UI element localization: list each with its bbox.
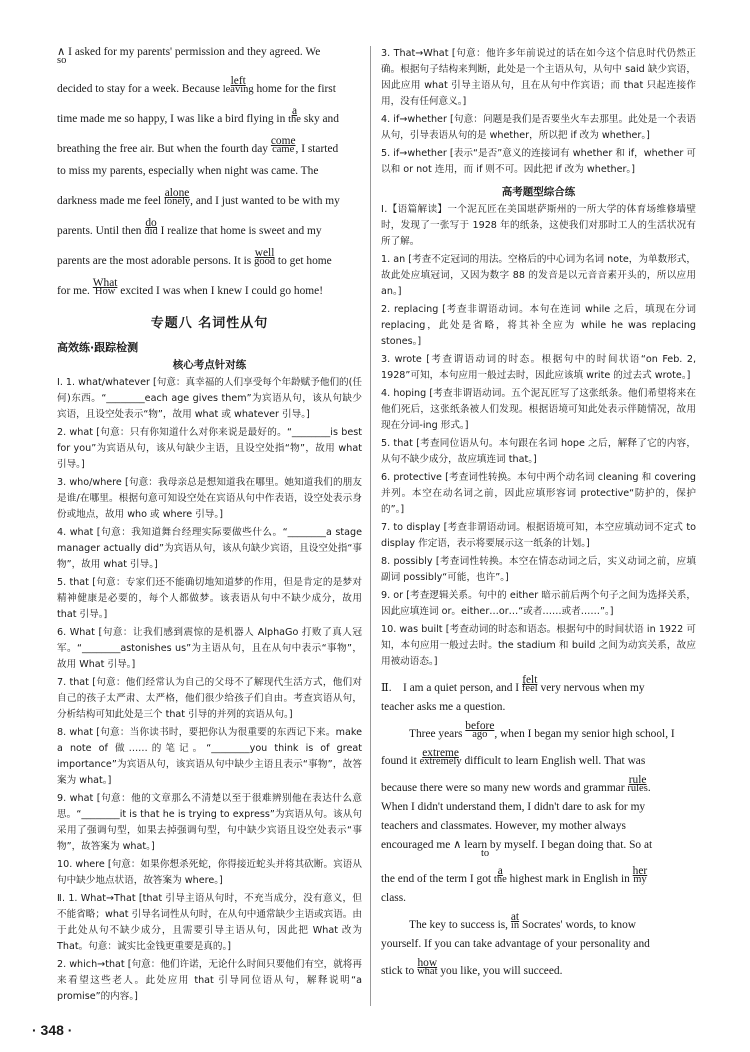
essay-text: yourself. If you can take advantage of your personality and [381,938,650,950]
top-margin [0,0,750,40]
essay-text: teachers and classmates. However, my mother always [381,820,626,832]
page-number: · 348 · [32,1022,73,1038]
error-word: felt [522,674,538,686]
essay-text: breathing the free air. But when the fourth day [57,143,271,155]
essay-text: The key to success is, [409,919,511,931]
essay-text: I realize that home is sweet and my [157,225,322,237]
correction: lonely [163,196,191,207]
essay-text: the end of the term I got [381,873,494,885]
essay-text: parents are the most adorable persons. It is [57,255,255,267]
correction: so [57,55,67,66]
error-word: well [254,247,275,259]
answer-item: 5. that [考查同位语从句。本句跟在名词 hope 之后，解释了它的内容，从句不缺少成分，故应填连词 that。] [381,438,696,465]
essay-line [57,75,362,96]
essay-text: sky and [300,113,339,125]
error-word: alone [164,187,190,199]
essay-text: because there were so many new words and grammar [381,782,628,794]
essay-text: difficult to learn English well. That was [461,755,646,767]
essay-text: darkness made me feel [57,195,164,207]
essay-text: stick to [381,965,418,977]
essay-text: time made me so happy, I was like a bird flying in [57,113,289,125]
correction: leaving [222,84,254,95]
correction: feel [521,683,538,694]
essay-line [381,911,696,932]
essay-text: found it [381,755,420,767]
essay-line [57,187,362,208]
essay-text: , when I began my senior high school, I [494,728,675,740]
answer-item: 7. that [句意：他们经常认为自己的父母不了解现代生活方式，他们对自己的孩子太严肃、太严格，他们很少给孩子们自由。考查宾语从句，分析结构可知此处是三个 that 引导的并列的宾语从句。] [57,677,362,720]
essay-line [381,720,696,741]
answer-item: Ⅰ. 1. what/whatever [句意：真幸福的人们享受每个年龄赋予他们的(任何)东西。“________each age gives them”为宾语从句，该从句缺少宾语，且设空处表示“物”，故用 what 或 whatever 引导。] [57,377,362,420]
answer-item: 8. what [句意：当你读书时，要把你认为很重要的东西记下来。make a note of 做……的笔记。“________you think is of great importance”为宾语从句，该宾语从句中缺少主语且表示“事物”，故答案为 what。] [57,727,362,786]
essay-text: When I didn't understand them, I didn't dare to ask for my [381,801,646,813]
error-word: a [292,105,298,117]
error-word: come [270,135,296,147]
essay-text: class. [381,892,406,904]
answer-item: 9. or [考查逻辑关系。句中的 either 暗示前后两个句子之间为选择关系，因此应填连词 or。either…or…“或者……或者……”。] [381,590,696,617]
right-column [381,46,696,984]
error-word: how [417,957,438,969]
error-word: left [230,75,246,87]
essay-text: excited I was when I knew I could go home! [117,285,324,297]
correction: ago [472,729,488,740]
correction: the [493,874,507,885]
answer-item: 4. hoping [考查非谓语动词。五个泥瓦匠写了这张纸条。他们希望将来在他们死后，这张纸条被人们发现。根据语境可知此处表示伴随情况，故用现在分词-ing 形式。] [381,388,696,431]
essay-text: you like, you will succeed. [437,965,563,977]
essay-text: very nervous when my [537,682,645,694]
correction: my [633,874,647,885]
essay-line [381,839,696,859]
core-title: 核心考点针对练 [172,359,247,371]
grammar-intro: Ⅰ.【语篇解读】一个泥瓦匠在美国堪萨斯州的一所大学的体育场维修墙壁时，发现了一张写于 1928 年的纸条，这使我们对那时工人的生活状况有所了解。 [381,204,696,247]
essay-text: Three years [409,728,466,740]
essay-line [381,801,696,814]
error-word: extreme [422,747,459,759]
essay-text: ∧ I asked for my parents' permission and they agreed. We [57,46,321,58]
error-word: before [465,720,495,732]
column-divider [370,46,371,1006]
error-word: a [497,865,503,877]
answer-item: 6. What [句意：让我们感到震惊的是机器人 AlphaGo 打败了真人冠军。“________astonishes us”为主语从句，且在从句中表示“事物”，故用 What 引导。] [57,627,362,670]
answer-item: 6. protective [考查词性转换。本句中两个动名词 cleaning 和 covering 并列。本空在动名词之前，因此应填形容词 protective“防护的，保护的”。] [381,472,696,515]
error-word: rule [628,774,647,786]
essay-line [57,247,362,268]
essay-line [57,217,362,238]
left-essay [57,46,362,298]
essay-text: to miss my parents, especially when night was came. The [57,165,319,177]
answer-item: Ⅱ. 1. What→That [that 引导主语从句时，不充当成分，没有意义，但不能省略；what 引导名词性从句时，在从句中通常缺少主语或宾语。由于此处从句不缺少成分，且需要引导主语从句，因此把 What 改为 That。句意：诚实比金钱更重要是真的。] [57,893,362,952]
essay-line [57,277,362,298]
answer-item: 10. where [句意：如果你想杀死蛇，你得接近蛇头并将其砍断。宾语从句中缺少地点状语，故答案为 where。] [57,859,362,886]
essay-text: home for the first [253,83,336,95]
comprehensive-title: 高考题型综合练 [501,186,576,198]
essay-line [381,701,696,714]
correction: did [144,226,158,237]
essay-line [381,938,696,951]
essay-text: . [647,782,651,794]
essay-text: , and I just wanted to be with my [190,195,340,207]
correction: the [288,114,301,125]
answer-list-right [381,252,696,670]
right-essay [381,674,696,978]
answer-item: 3. wrote [考查谓语动词的时态。根据句中的时间状语“on Feb. 2, 1928”可知，本句应用一般过去时，因此应该填 write 的过去式 wrote。] [381,354,696,381]
essay-line [57,135,362,156]
answer-item: 7. to display [考查非谓语动词。根据语境可知，本空应填动词不定式 to display 作定语，表示将要展示这一纸条的计划。] [381,522,696,549]
answer-item: 2. which→that [句意：他们许诺，无论什么时间只要他们有空，就将再来看望这些老人。此处应用 that 引导同位语从句，解释说明“a promise”的内容。] [57,959,362,1002]
answer-item: 3. who/where [句意：我母亲总是想知道我在哪里。她知道我们的朋友是谁/在哪里。根据句意可知设空处在宾语从句中作表语，设空处表示身份或地点，故用 who 或 where 引导。] [57,477,362,520]
essay-text: parents. Until then [57,225,145,237]
answer-item: 2. replacing [考查非谓语动词。本句在连词 while 之后，填现在分词 replacing，此处是省略，将其补全应为 while he was replacing stones。] [381,304,696,347]
answer-item: 5. that [句意：专家们还不能确切地知道梦的作用，但是肯定的是梦对精神健康是必要的，每个人都做梦。该表语从句中不缺少成分，故用 that 引导。] [57,577,362,620]
answer-item: 8. possibly [考查词性转换。本空在情态动词之后，实义动词之前，应填副词 possibly“可能，也许”。] [381,556,696,583]
essay-line [381,957,696,978]
essay-text: encouraged me ∧ learn by myself. I began doing that. So at [381,839,653,851]
correction: rules [627,783,648,794]
error-word: do [145,217,157,229]
answer-list-right-top [381,46,696,178]
essay-line [381,865,696,886]
correction: came [272,144,295,155]
error-word: her [632,865,648,877]
answer-item: 4. if→whether [句意：问题是我们是否要坐火车去那里。此处是一个表语从句，引导表语从句的是 whether，所以把 if 改为 whether。] [381,114,696,141]
essay-text: teacher asks me a question. [381,701,506,713]
essay-line [381,892,696,905]
essay-text: I am a quiet person, and I [402,682,522,694]
correction: extremely [419,756,462,767]
correction: to [481,848,490,859]
essay-text: Socrates' words, to know [519,919,637,931]
section-title: 专题八 名词性从句 [150,316,269,331]
part-mark: Ⅱ. [381,682,392,694]
essay-text: decided to stay for a week. Because [57,83,223,95]
answer-item: 1. an [考查不定冠词的用法。空格后的中心词为名词 note，为单数形式，故此处应填冠词，又因为数字 88 的发音是以元音音素开头的，所以应用 an。] [381,254,696,297]
essay-line [381,774,696,795]
essay-text: for me. [57,285,93,297]
essay-line [381,674,696,695]
error-word: at [510,911,520,923]
answer-list-left [57,375,362,1005]
essay-line [57,46,362,66]
correction: good [254,256,276,267]
answer-item: 5. if→whether [表示“是否”意义的连接词有 whether 和 if，whether 可以和 or not 连用，而 if 则不可。因此把 if 改为 whether。] [381,148,696,175]
answer-item: 4. what [句意：我知道舞台经理实际要做些什么。“________a stage manager actually did”为宾语从句，该从句缺少宾语，且设空处指“事物”，故用 what 引导。] [57,527,362,570]
essay-text: to get home [275,255,332,267]
correction: in [510,920,520,931]
correction: How [94,286,116,297]
answer-item: 3. That→What [句意：他许多年前说过的话在如今这个信息时代仍然正确。根据句子结构来判断，此处是一个主语从句，从句中 said 缺少宾语，因此应用 what 引导主语从句，且在从句中作宾语；而 that 只起连接作用，没有任何意义。] [381,48,696,107]
essay-line [381,747,696,768]
essay-line [57,105,362,126]
answer-item: 2. what [句意：只有你知道什么对你来说是最好的。“________is best for you”为宾语从句，该从句缺少主语，且设空处指“物”，故用 what 引导。] [57,427,362,470]
error-word: What [92,277,118,289]
answer-item: 9. what [句意：他的文章那么不清楚以至于很难辨别他在表达什么意思。“________it is that he is trying to express”为宾语从句。该从句采用了强调句型，如果去掉强调句型，句中缺少宾语且设空处表示“事物”，故答案为 what。] [57,793,362,852]
left-column [57,46,362,1007]
essay-text: highest mark in English in [506,873,633,885]
essay-text: , I started [295,143,339,155]
essay-line [381,820,696,833]
essay-line [57,165,362,178]
practice-title: 高效练·跟踪检测 [57,341,139,354]
answer-item: 10. was built [考查动词的时态和语态。根据句中的时间状语 in 1922 可知，本句应用一般过去时。the stadium 和 build 之间为动宾关系，故应用被动语态。] [381,624,696,667]
correction: what [417,966,438,977]
